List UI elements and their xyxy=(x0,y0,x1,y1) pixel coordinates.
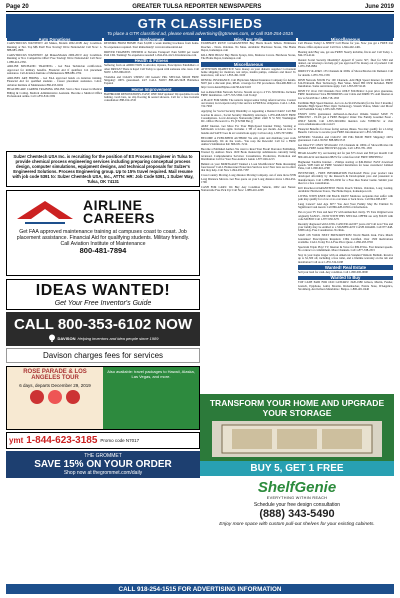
page-header xyxy=(6,4,394,12)
shelfgenie-cta: Schedule your free design consultation xyxy=(253,502,341,508)
rose-icon xyxy=(25,388,85,406)
aim-head-line2: CAREERS xyxy=(83,210,155,226)
aim-body xyxy=(11,229,195,254)
classifieds-page xyxy=(6,4,394,594)
classified-column xyxy=(103,36,200,150)
page-number: Page 20 xyxy=(6,4,29,10)
aim-head-line1: AIRLINE xyxy=(83,197,143,213)
classified-ad: Recently diagnosed with LUNG CANCER and 60+ years old? Call now! You and your family may be entitled to a SIGNIFICANT CASH AWARD. Call 877-648-6308 today. Free Consultation. No Risk. xyxy=(298,221,393,233)
classified-ad: SAVE ON YOUR NEXT PRESCRIPTION! World Health Link. Price Match Guarantee! Prescriptions Required. CIPA Certified. Over 1500 medications available. CALL Today For A Free Price Quote. 1-866-293-9702 xyxy=(298,233,393,244)
travel-sub: 6 days, departs December 29, 2019 xyxy=(19,383,91,388)
davison-call: CALL 800-353-6102 NOW xyxy=(13,316,193,333)
classified-ad: Spectrum Triple Play! TV, Internet & Voice for $99.97/mo. Fast Internet speeds. No contract or commitment. More Channels. Call 1-877-338-2315 xyxy=(298,244,393,253)
classified-ad: Kill Roaches-GUARANTEED! Harris Roach Tablets. Odorless, Long Lasting. Available: Hardware Stores, The Home Depot, homedepot.com xyxy=(298,185,393,194)
aviation-ad xyxy=(6,190,200,276)
travel-ad xyxy=(6,366,200,430)
ideas-subline: Get Your Free Inventor's Guide xyxy=(54,300,152,307)
classified-ad: VIAGRA and CIALIS USERS! 100 Generic Pills SPECIAL $99.00 FREE Shipping! 100% guaranteed. 24/7 CALL NOW! 888-445-5928 Hablamos Espanol xyxy=(104,74,199,86)
grommet-save: SAVE 15% ON YOUR ORDER xyxy=(34,459,172,470)
aim-call-text: Call Aviation Institute of Maintenance xyxy=(60,241,146,248)
cabinet-image xyxy=(212,421,382,457)
classified-ad: DIRECTV & AT&T. 155 Channels & 1000s of Shows/Movies On Demand. Call for details. 1-855-781-1565 xyxy=(298,69,393,77)
travel-left xyxy=(7,367,103,429)
grommet-ad xyxy=(6,451,200,478)
classified-ad: DENTAL INSURANCE. Call Physicians Mutual Insurance Company for details. NOT just a discount plan, REAL coverage for 350 procedures. 844-496-8601 or http://www.dental50plus.com/58 Ad# 6118 xyxy=(201,78,296,89)
column-heading: Miscellaneous xyxy=(298,37,393,41)
advertising-footer: CALL 918-254-1515 FOR ADVERTISING INFORMATION xyxy=(6,584,394,594)
column-heading: Miscellaneous xyxy=(201,62,296,66)
classified-ad: ATTENTION DIABETICS! Save money on your diabetic supplies! Convenient home shipping for monitors, test strips, insulin pumps, catheters and more! To learn more, call now! 1-855-491-5160 xyxy=(201,66,296,78)
classified-ad: Denied Social Security Disability? Appeal! If you're 50+, filed for SSD and denied, our attorneys can help get you approved! No money out of pockets! Call 1-855-558-9984 xyxy=(298,57,393,69)
column-heading: Employment xyxy=(104,37,199,41)
ymt-phone: 1-844-623-3185 xyxy=(26,435,98,446)
left-display-ads xyxy=(6,151,200,478)
classified-ad: A PLACE FOR MOM. The nation's largest senior living referral service. Contact our trusted, local experts today! Our service is FREE/no obligation. CALL 1-844-722-7993 xyxy=(201,97,296,109)
travel-title: ROSE PARADE & LOS ANGELES TOUR xyxy=(23,369,87,381)
classifieds-subtitle: To place a GTR classified ad, please email advertising@gtrnews.com, or call 918-254-1515 xyxy=(107,31,293,36)
classified-ad: Sell your land for cash. Any condition. Call 1-800-000-0000 xyxy=(298,269,368,274)
classifieds-banner xyxy=(6,14,394,38)
classified-ad: Earthlink High Speed Internet. As Low As $14.95/month (for the first 3 months.) Reliable High Speed Fiber Optic Technology. Stream Videos, Music and More! Call Earthlink Today 1-855-520-7938 xyxy=(298,100,393,112)
ideas-wanted-ad xyxy=(6,279,200,310)
classified-ad: DISH Network $59.99 For 190 Channels. Add High Speed Internet for ONLY $14.95/month. Best Technology. Best Value. Smart HD DVR Included. FREE Installation. Some restrictions apply. Call 1-855-837-9146 xyxy=(298,77,393,89)
travel-right: Also available: travel packages to Hawaii, Alaska, Las Vegas, and more. xyxy=(103,367,199,429)
classified-ad: LIVING WITH KNEE OR BACK PAIN? Medicare recipients that suffer with pain may qualify for a low or no cost knee or back brace. Call 844-308-4307 xyxy=(298,193,393,202)
classified-ad: Cross Country Moving. Long distance Moving Company. out of state move $799 Long Distance Movers. Get Free quote on your Long distance move 1-844-452-1706 xyxy=(201,173,296,184)
classified-column xyxy=(200,36,297,293)
classified-ad: Get A-Rated Dish Network Service. Stream on up to 4 TVs. $59.99/mo. Includes FREE Installation. 1-877-555-5566. Call Today! xyxy=(201,89,296,97)
column-heading: Auto Donations xyxy=(7,37,102,41)
shelfgenie-logo: ShelfGenie xyxy=(257,479,337,496)
shelfgenie-phone: (888) 343-5490 xyxy=(259,508,335,520)
ymt-promo: Promo code N7017 xyxy=(100,438,140,443)
classified-ad: Suffering from an ADDICTION to Alcohol, Opiates, Prescription PainKillers or other DRUGS? There is hope! Call Today to speak with someone who cares. Call NOW 1-855-866-0913 xyxy=(104,63,199,74)
classified-ad: CASH FOR CARS: We Buy Any Condition Vehicle, 2002 and Newer. Nationwide Free Pick Up! Call Now: 1-888-416-2208 xyxy=(201,184,296,193)
classified-ad: Applying for Social Security Disability or Appealing a Denied Claim? Call Bill Gordon & Assoc., Social Security Disability Attorneys, 1-855-498-6323! FREE Consultations. Local Attorneys Nationwide [Mail: 2420 N St NW, Washington DC. Office: Broward Co. FL (TX/NM Bar.)] xyxy=(201,109,296,124)
davison-tagline xyxy=(6,334,200,342)
classified-ad: REWORK FROM HOME! Earn $1,000 a week mailing brochures from home. No experience required. Start immediately! www.incomecentral.net xyxy=(104,41,199,49)
classified-ad: AIRLINES ARE HIRING - Get FAA approved hands on Aviation training. Financial Aid for qualified students - Career placement assistance. CALL Aviation Institute of Maintenance 866-453-6204 xyxy=(7,75,102,87)
ymt-logo: ymt xyxy=(9,436,24,445)
column-heading: Misc. For Sale xyxy=(201,37,296,41)
classified-ad: DRIVER TRAINEES NEEDED at Stevens Transport! Earn $1000 per week! Paid CDL Training! No experience needed! 1-844-452-4121 drive4stevens.com xyxy=(104,49,199,57)
classified-ad: BATHROOM RENOVATIONS. EASY, ONE DAY updates! We specialize in safe bathing. Grab bars, no slip flooring & seated showers. Call for a free in-home consultation: 888-912-4745 xyxy=(104,91,199,103)
classified-ad: Stay in your home longer with an American Standard Walk-In Bathtub. Receive up to $1,500 off, including a free toilet, and a lifetime warranty on the tub and installation! Call us at 1-855-534-6198 xyxy=(298,252,393,264)
buy5-get1-banner: BUY 5, GET 1 FREE xyxy=(200,461,394,476)
classified-ad: ENJOY 100% guaranteed, delivered-to-the-door Omaha Steaks! SAVE 75 PERCENT - PLUS get 4 FREE Burgers! Order The Family Gourmet Feast - ONLY $49.99. Call 1-855-349-9064 mention code 55586CSC or visit www.omahasteaks.com/cook13 xyxy=(298,111,393,126)
classified-ad: TOP CASH PAID FOR OLD GUITARS! 1920-1980 Gibson, Martin, Fender, Gretsch, Epiphone, Guild, Mosrite, Rickenbacker, Prairie State, D'Angelico, Stromberg. And Gibson Mandolins / Banjos. 1-800-401-0440 xyxy=(298,280,393,291)
classified-ad: DISH TV. Over 190 Channels Now ONLY $59.99/mo! 2-year price guarantee, FREE Installation! Save HUNDREDS over Cable and DIRECTV. Add Internet as low as $14.95/mo! 1-800-718-1593 xyxy=(298,89,393,100)
shelfgenie-tagline: EVERYTHING WITHIN REACH xyxy=(266,496,328,500)
classified-ad: GENERIC VIAGRA and CIALIS! 100 Pills $99.00 FREE Shipping! 100% guaranteed. CALL NOW! 888-889-5515 xyxy=(298,134,393,143)
classified-ad: KILL BED BUGS! Buy Harris Sprays, Kits, Mattress Covers. Hardware Stores, The Home Depot, homedepot.com xyxy=(201,52,296,61)
cabinet-icon xyxy=(212,421,382,457)
ideas-headline: IDEAS WANTED! xyxy=(35,282,171,299)
shelfgenie-offer: Enjoy more space with custom pull-out shelves for your existing cabinets. xyxy=(219,522,375,527)
classified-ad: INVENTORS - FREE INFORMATION PACKAGE Have your product idea developed affordably by the Research & Development pros and presented to manufacturers. Call 1-888-501-0236 for a Free Idea Starter Guide. Submit your idea for a free consultation. xyxy=(298,171,393,185)
classified-ad: Put on your TV Ears and hear TV with unmatched clarity. TV Ears Original were originally $129.95 - NOW WITH THIS SPECIAL OFFER are only $59.95 with code MCB59! Call 1-877-930-3271 xyxy=(298,210,393,221)
ymt-ad xyxy=(6,432,200,449)
classified-ad: ELIMINATE RUST! GUARANTEED! Buy Harris Roach Tablets. Eliminates Roaches - Nests. Odorless. No Mess. Available: Hardware Stores, The Home Depot, homedepot.com xyxy=(201,41,296,53)
column-heading: Wanted! Real Estate xyxy=(298,265,393,269)
sulzer-ad: Sulzer Chemtech USA Inc. is recruiting for the position of ES Process Engineer in Tulsa to provide chemical process engineering services including preparing conceptual process design, computer simulations, equipment designs, and technical proposals for Sulzer's Engineered Solutions. Process Engineering group. Up to 15% travel required. Mail resume with job code 5391 to: Sulzer Chemtech USA, Inc., ATTN: HR: Job Code 5391, 1 Sulzer Way, Tulsa, OK 74131 xyxy=(6,151,200,187)
column-heading: Wanted to Buy xyxy=(298,276,393,280)
davison-tag: Helping inventors and idea people since 1989 xyxy=(77,335,159,341)
classified-ad: Cell Phones Today! A SHINY Cell Phone for you. Now you get a FREE 2nd Phone. Offer expires soon! Call Now 1-844-402-1401. xyxy=(298,41,393,49)
shelfgenie-ad xyxy=(200,476,394,531)
classified-ad: Become a Published Author. We want to Read Your Book! Dorrance Publishing-Trusted by Authors Since 1920 Book manuscript submissions currently being reviewed. Comprehensive Services: Consultation, Production, Promotion and Distribution Call for Your Free Author's Guide 1-877-626-2213 xyxy=(201,147,296,161)
classified-ad: AT&T Internet. Get More For Your High-Speed Internet Thing. Starting at $40/month w/12-mo agmt. Includes 1 TB of data per month. Ask us how to bundle and SAVE! Geo & svc restrictions apply. Call us today 1-833-707-0984 xyxy=(201,124,296,135)
classified-ad: Financial Benefits for those facing serious illness. You may qualify for a Living Benefit. Call now to receive your FREE Information kit! 1-855-330-8041 xyxy=(298,126,393,135)
davison-ad xyxy=(6,312,200,346)
classified-ad: Hearing aids! Buy one, get one FREE! Nearly invisible, fits in ear! Call Today 1-844-374-4142. xyxy=(298,49,393,57)
classified-column xyxy=(297,36,394,293)
aim-logo-icon xyxy=(15,197,75,225)
classified-ad: CARS/TRUCKS WANTED!!! All Makes, Models 2002-2018! Any Condition. Running or Not. Top $$$ Paid! Free Towing! We're Nationwide! Call Now: 1-888-985-1806 xyxy=(7,41,102,53)
bulb-icon xyxy=(48,334,56,342)
classified-ad: HEAR AGAIN! Try our hearing aid for just $75 down and $50 per month! Call 800-426-4212 and mention 88272 for a risk free trial! FREE SHIPPING! xyxy=(298,151,393,159)
classified-ad: Lung Cancer? And Age 60+? You And Your Family May Be Entitled To Significant Cash Award. Call 866-428-1639 for Information. xyxy=(298,202,393,210)
classified-ad: Behind on your MORTGAGE? Denied a Loan Modification? Bank threatening foreclosure? CALL Homeowner Protection Services now! New laws are in effect that may help. Call Now 1-844-293-7187 xyxy=(201,161,296,173)
classifieds-title: GTR CLASSIFIEDS xyxy=(137,16,263,31)
classified-ad: CARS/TRUCKS WANTED!!! All Makes/Models 2000-2015! Any Condition. Running or Not. Competitive Offer! Free Towing! We're Nationwide! Call Now: 1-888-416-2330. xyxy=(7,52,102,64)
grommet-sub: Shop now at thegrommet.com/daily xyxy=(63,470,143,476)
right-display-ads xyxy=(200,394,394,531)
issue-date: June 2019 xyxy=(364,4,394,10)
classified-ad: Get DirecTV! ONLY $35/month! 155 Channels & 1000s of Shows/Movies On Demand. FREE Genie HD DVR Upgrade. Call 1-855-781-1565 xyxy=(298,143,393,151)
aim-headline xyxy=(83,199,155,225)
classified-ad: HEALTHCARE CAREER TRAINING ONLINE. Start a New Career in Medical Billing & Coding. Medical Administrative Assistant. Become a Medical Office Professional online. Call 1-855-819-1569 xyxy=(7,87,102,99)
classified-ad: BECOME A PUBLISHED AUTHOR! We edit, print and distribute your work internationally. We do the work... You reap the Rewards! Call for a FREE Author's Submission Kit: 866-951-7214 xyxy=(201,135,296,147)
column-heading: Health & Fitness xyxy=(104,59,199,63)
classified-ad: Hughesnet Satellite Internet - 25mbps starting at $49.99/mo! FAST download speeds. WiFi built in! FREE Standard Installation for lease customers! Limited Time, Call 1-800-610-4790 xyxy=(298,159,393,171)
davison-brand: DAVISON xyxy=(57,335,76,341)
transform-headline: TRANSFORM YOUR HOME AND UPGRADE YOUR STORAGE xyxy=(209,398,385,418)
column-heading: Home Improvement xyxy=(104,87,199,91)
classified-column xyxy=(6,36,103,150)
transform-ad xyxy=(200,394,394,461)
grommet-title: THE GROMMET xyxy=(84,453,122,459)
paper-name: GREATER TULSA REPORTER NEWSPAPERS xyxy=(132,4,262,10)
aim-phone: 800-481-7894 xyxy=(79,245,127,255)
classified-ad: AIRLINE MECHANIC TRAINING - Get FAA Technician certification. Approved for military benefits. Financial Aid if qualified. Job placement assistance. Call Aviation Institute of Maintenance 888-686-1704 xyxy=(7,64,102,76)
aim-body-text: Get FAA approved maintenance training at campuses coast to coast. Job placement assistance. Financial Aid for qualifying students. Military friendly. xyxy=(16,229,190,242)
davison-fees: Davison charges fees for services xyxy=(6,348,200,363)
